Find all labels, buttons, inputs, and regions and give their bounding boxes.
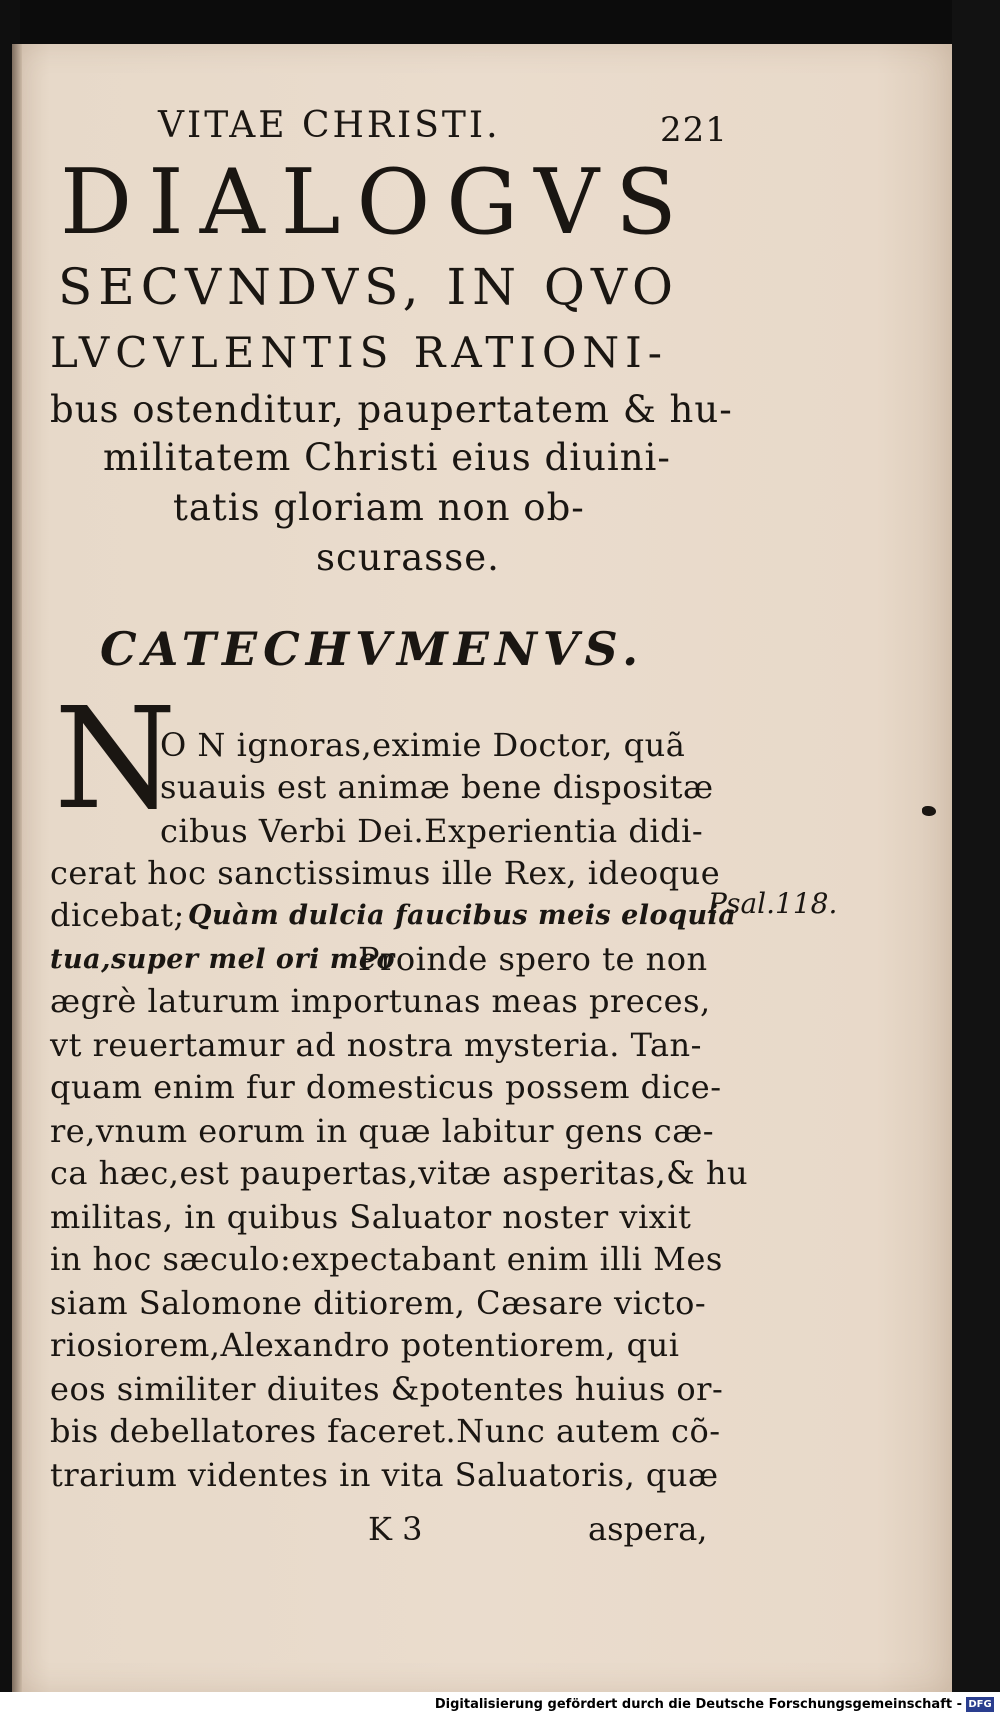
- body-line: quam enim fur domesticus possem dice-: [50, 1068, 722, 1106]
- scan-top-border: [0, 0, 1000, 48]
- body-line: ca hæc,est paupertas,vitæ asperitas,& hu: [50, 1154, 749, 1192]
- page-gutter-edge: [12, 44, 22, 1692]
- body-line: Proinde spero te non: [358, 940, 708, 978]
- body-line: militas, in quibus Saluator noster vixit: [50, 1198, 692, 1236]
- body-line: ægrè laturum importunas meas preces,: [50, 982, 711, 1020]
- subtitle-line: bus ostenditur, paupertatem & hu-: [50, 388, 733, 431]
- speaker-heading: CATECHVMENVS.: [100, 622, 645, 676]
- body-line: riosiorem,Alexandro potentiorem, qui: [50, 1326, 680, 1364]
- scan-right-border: [952, 0, 1000, 1692]
- body-line: cerat hoc sanctissimus ille Rex, ideoque: [50, 854, 721, 892]
- body-line: in hoc sæculo:expectabant enim illi Mes: [50, 1240, 723, 1278]
- title-main: DIALOGVS: [60, 150, 693, 255]
- body-line: cibus Verbi Dei.Experientia didi-: [160, 812, 704, 850]
- margin-ink-mark: [922, 806, 936, 816]
- body-line-italic-quote: tua,super mel ori meo: [50, 944, 396, 975]
- subtitle-line: scurasse.: [316, 536, 500, 579]
- page-number: 221: [660, 110, 728, 150]
- subtitle-line: militatem Christi eius diuini-: [103, 436, 671, 479]
- body-line: trarium videntes in vita Saluatoris, quæ: [50, 1456, 719, 1494]
- signature-mark: K 3: [368, 1510, 423, 1548]
- marginal-note: Psal.118.: [708, 887, 838, 920]
- dfg-logo: DFG: [966, 1697, 994, 1712]
- body-line: dicebat;: [50, 896, 185, 934]
- title-line-1: SECVNDVS, IN QVO: [58, 258, 680, 316]
- body-line: siam Salomone ditiorem, Cæsare victo-: [50, 1284, 707, 1322]
- drop-cap: N: [54, 678, 177, 841]
- body-line: suauis est animæ bene dispositæ: [160, 768, 714, 806]
- body-line: vt reuertamur ad nostra mysteria. Tan-: [50, 1026, 702, 1064]
- body-line-italic-quote: Quàm dulcia faucibus meis eloquia: [188, 900, 737, 931]
- body-line: re,vnum eorum in quæ labitur gens cæ-: [50, 1112, 715, 1150]
- body-line: eos similiter diuites &potentes huius or-: [50, 1370, 724, 1408]
- title-line-2: LVCVLENTIS RATIONI-: [50, 328, 668, 377]
- catchword: aspera,: [588, 1510, 708, 1548]
- running-head: VITAE CHRISTI.: [158, 105, 501, 146]
- body-line: O N ignoras,eximie Doctor, quã: [160, 726, 686, 764]
- digitization-credit: Digitalisierung gefördert durch die Deutsche Forschungsgemeinschaft -: [434, 1697, 962, 1712]
- subtitle-line: tatis gloriam non ob-: [173, 486, 585, 529]
- body-line: bis debellatores faceret.Nunc autem cõ-: [50, 1412, 721, 1450]
